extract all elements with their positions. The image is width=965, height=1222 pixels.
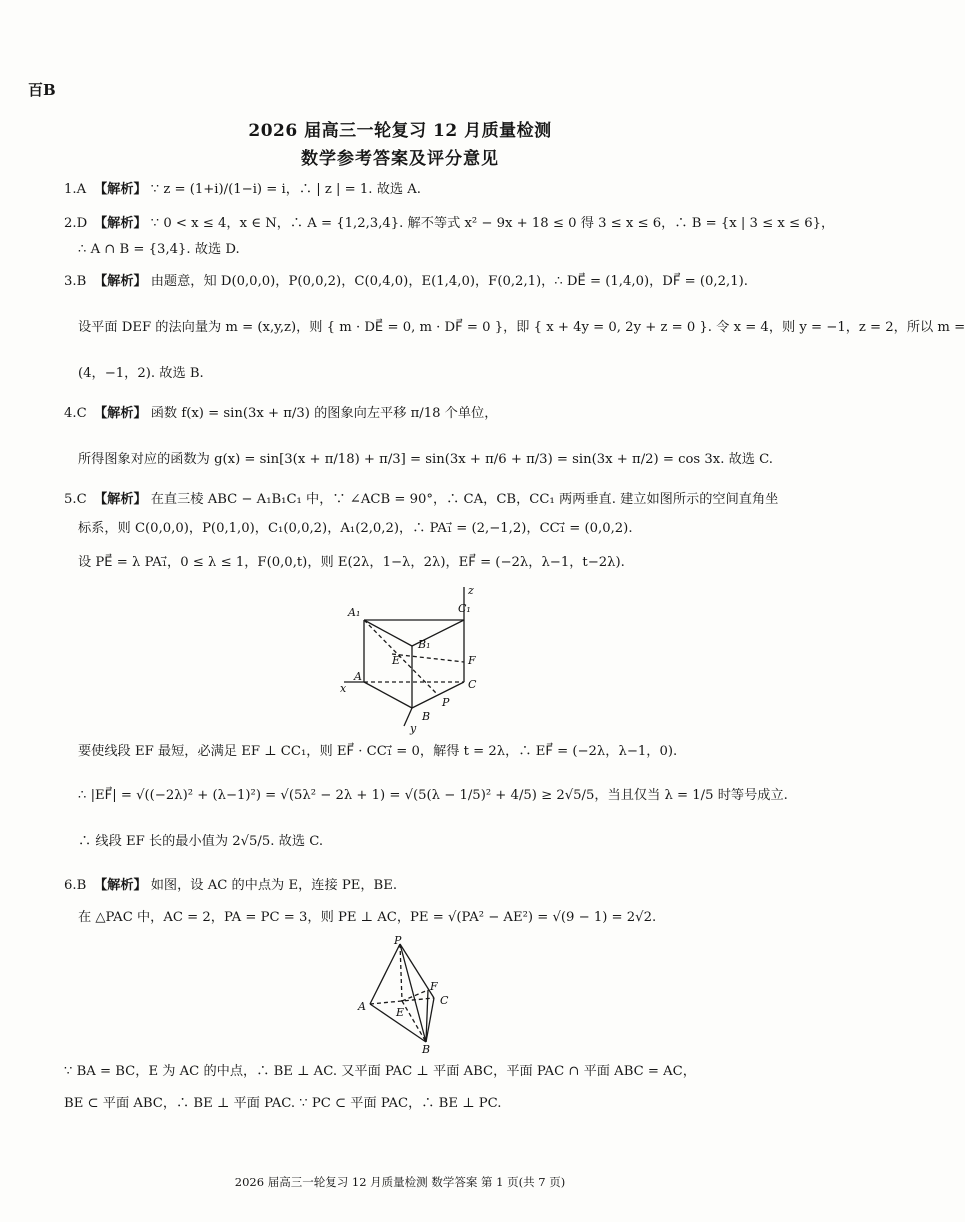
tetrahedron-figure: [352, 934, 464, 1054]
q6-line-1: [64, 876, 770, 896]
q4-analysis-tag: 【解析】: [94, 406, 147, 421]
q4-number: 4.C: [64, 406, 87, 421]
corner-mark: 百B: [28, 81, 56, 99]
edge-p-a: [370, 944, 400, 1004]
label-z: z: [468, 584, 474, 597]
q6-line-3: ∵ BA = BC，E 为 AC 的中点，∴ BE ⊥ AC. 又平面 PAC ⊥ 平面 ABC，平面 PAC ∩ 平面 ABC = AC，: [64, 1064, 696, 1079]
label-e: E: [392, 654, 401, 667]
exam-title: 2026 届高三一轮复习 12 月质量检测: [248, 121, 552, 141]
label-p: P: [394, 934, 402, 947]
q1-number: 1.A: [64, 182, 87, 197]
q6-line-4: BE ⊂ 平面 ABC，∴ BE ⊥ 平面 PAC. ∵ PC ⊂ 平面 PAC，∴ BE ⊥ PC.: [64, 1096, 502, 1111]
q1-analysis-tag: 【解析】: [94, 182, 147, 197]
q4-line-1: [64, 404, 770, 424]
q6-text-1: 如图，设 AC 的中点为 E，连接 PE，BE.: [150, 878, 398, 893]
segment-e-f: [392, 654, 464, 662]
q1-text: ∵ z = (1+i)/(1−i) = i，∴ | z | = 1. 故选 A.: [150, 182, 421, 197]
edge-p-c: [400, 944, 434, 998]
label-y: y: [410, 722, 417, 735]
q2-analysis-tag: 【解析】: [94, 216, 147, 231]
q5-line-3: 设 PE⃗ = λ PA₁⃗，0 ≤ λ ≤ 1，F(0,0,t)，则 E(2λ，1−λ，2λ)，EF⃗ = (−2λ，λ−1，t−2λ).: [78, 555, 625, 570]
q2-number: 2.D: [64, 216, 88, 231]
label-p: P: [442, 696, 450, 709]
q4-line-2: 所得图象对应的函数为 g(x) = sin[3(x + π/18) + π/3] = sin(3x + π/6 + π/3) = sin(3x + π/2) = cos 3x. 故选 C.: [78, 452, 773, 467]
q2-line-1: [64, 214, 835, 234]
label-e: E: [396, 1006, 405, 1019]
label-f: F: [468, 654, 476, 667]
label-a: A: [354, 670, 362, 683]
q6-line-2: 在 △PAC 中，AC = 2，PA = PC = 3，则 PE ⊥ AC，PE = √(PA² − AE²) = √(9 − 1) = 2√2.: [78, 910, 657, 925]
q3-line-1: [64, 272, 770, 292]
q5-line-4: 要使线段 EF 最短，必满足 EF ⊥ CC₁，则 EF⃗ · CC₁⃗ = 0，解得 t = 2λ，∴ EF⃗ = (−2λ，λ−1，0).: [78, 744, 678, 759]
q2-line-2: ∴ A ∩ B = {3,4}. 故选 D.: [78, 242, 240, 257]
q3-number: 3.B: [64, 274, 87, 289]
edge-a-b: [364, 682, 412, 708]
q5-line-2: 标系，则 C(0,0,0)，P(0,1,0)，C₁(0,0,2)，A₁(2,0,2)，∴ PA₁⃗ = (2,−1,2)，CC₁⃗ = (0,0,2).: [78, 521, 633, 536]
label-c1: C₁: [458, 602, 471, 615]
q5-number: 5.C: [64, 492, 87, 507]
q3-line-3: (4，−1，2). 故选 B.: [78, 366, 204, 381]
label-c: C: [468, 678, 477, 691]
q5-line-5: ∴ |EF⃗| = √((−2λ)² + (λ−1)²) = √(5λ² − 2λ + 1) = √(5(λ − 1/5)² + 4/5) ≥ 2√5/5，当且仅当 λ = 1/5 时等号成立.: [78, 788, 788, 803]
label-a: A: [358, 1000, 366, 1013]
q3-line-2: 设平面 DEF 的法向量为 m = (x,y,z)，则 { m · DE⃗ = 0, m · DF⃗ = 0 }，即 { x + 4y = 0, 2y + z = 0 }. 令 x = 4，则 y = −1，z = 2，所以 m =: [78, 320, 965, 335]
label-b: B: [422, 710, 431, 723]
label-f: F: [430, 980, 438, 993]
label-a1: A₁: [348, 606, 361, 619]
label-b1: B₁: [418, 638, 431, 651]
prism-figure: [330, 582, 490, 734]
q5-line-1: [64, 490, 779, 510]
label-x: x: [340, 682, 347, 695]
q6-analysis-tag: 【解析】: [94, 878, 147, 893]
q4-text-1: 函数 f(x) = sin(3x + π/3) 的图象向左平移 π/18 个单位，: [150, 406, 498, 421]
answer-title: 数学参考答案及评分意见: [301, 149, 499, 169]
label-c: C: [440, 994, 449, 1007]
q5-text-1: 在直三棱 ABC − A₁B₁C₁ 中，∵ ∠ACB = 90°，∴ CA，CB，CC₁ 两两垂直. 建立如图所示的空间直角坐: [150, 492, 779, 507]
q5-analysis-tag: 【解析】: [94, 492, 147, 507]
edge-a1-b1: [364, 620, 412, 646]
q3-analysis-tag: 【解析】: [94, 274, 147, 289]
q5-line-6: ∴ 线段 EF 长的最小值为 2√5/5. 故选 C.: [78, 834, 324, 849]
page-footer: 2026 届高三一轮复习 12 月质量检测 数学答案 第 1 页(共 7 页): [234, 1175, 566, 1189]
q6-number: 6.B: [64, 878, 87, 893]
label-b: B: [422, 1043, 431, 1056]
q2-text-1: ∵ 0 < x ≤ 4，x ∈ N，∴ A = {1,2,3,4}. 解不等式 x² − 9x + 18 ≤ 0 得 3 ≤ x ≤ 6，∴ B = {x | 3 ≤ x ≤ 6}，: [150, 216, 835, 231]
q1-line-1: [64, 180, 770, 200]
segment-e-b: [402, 1001, 426, 1042]
q3-text-1: 由题意，知 D(0,0,0)，P(0,0,2)，C(0,4,0)，E(1,4,0)，F(0,2,1)，∴ DE⃗ = (1,4,0)，DF⃗ = (0,2,1).: [150, 274, 748, 289]
